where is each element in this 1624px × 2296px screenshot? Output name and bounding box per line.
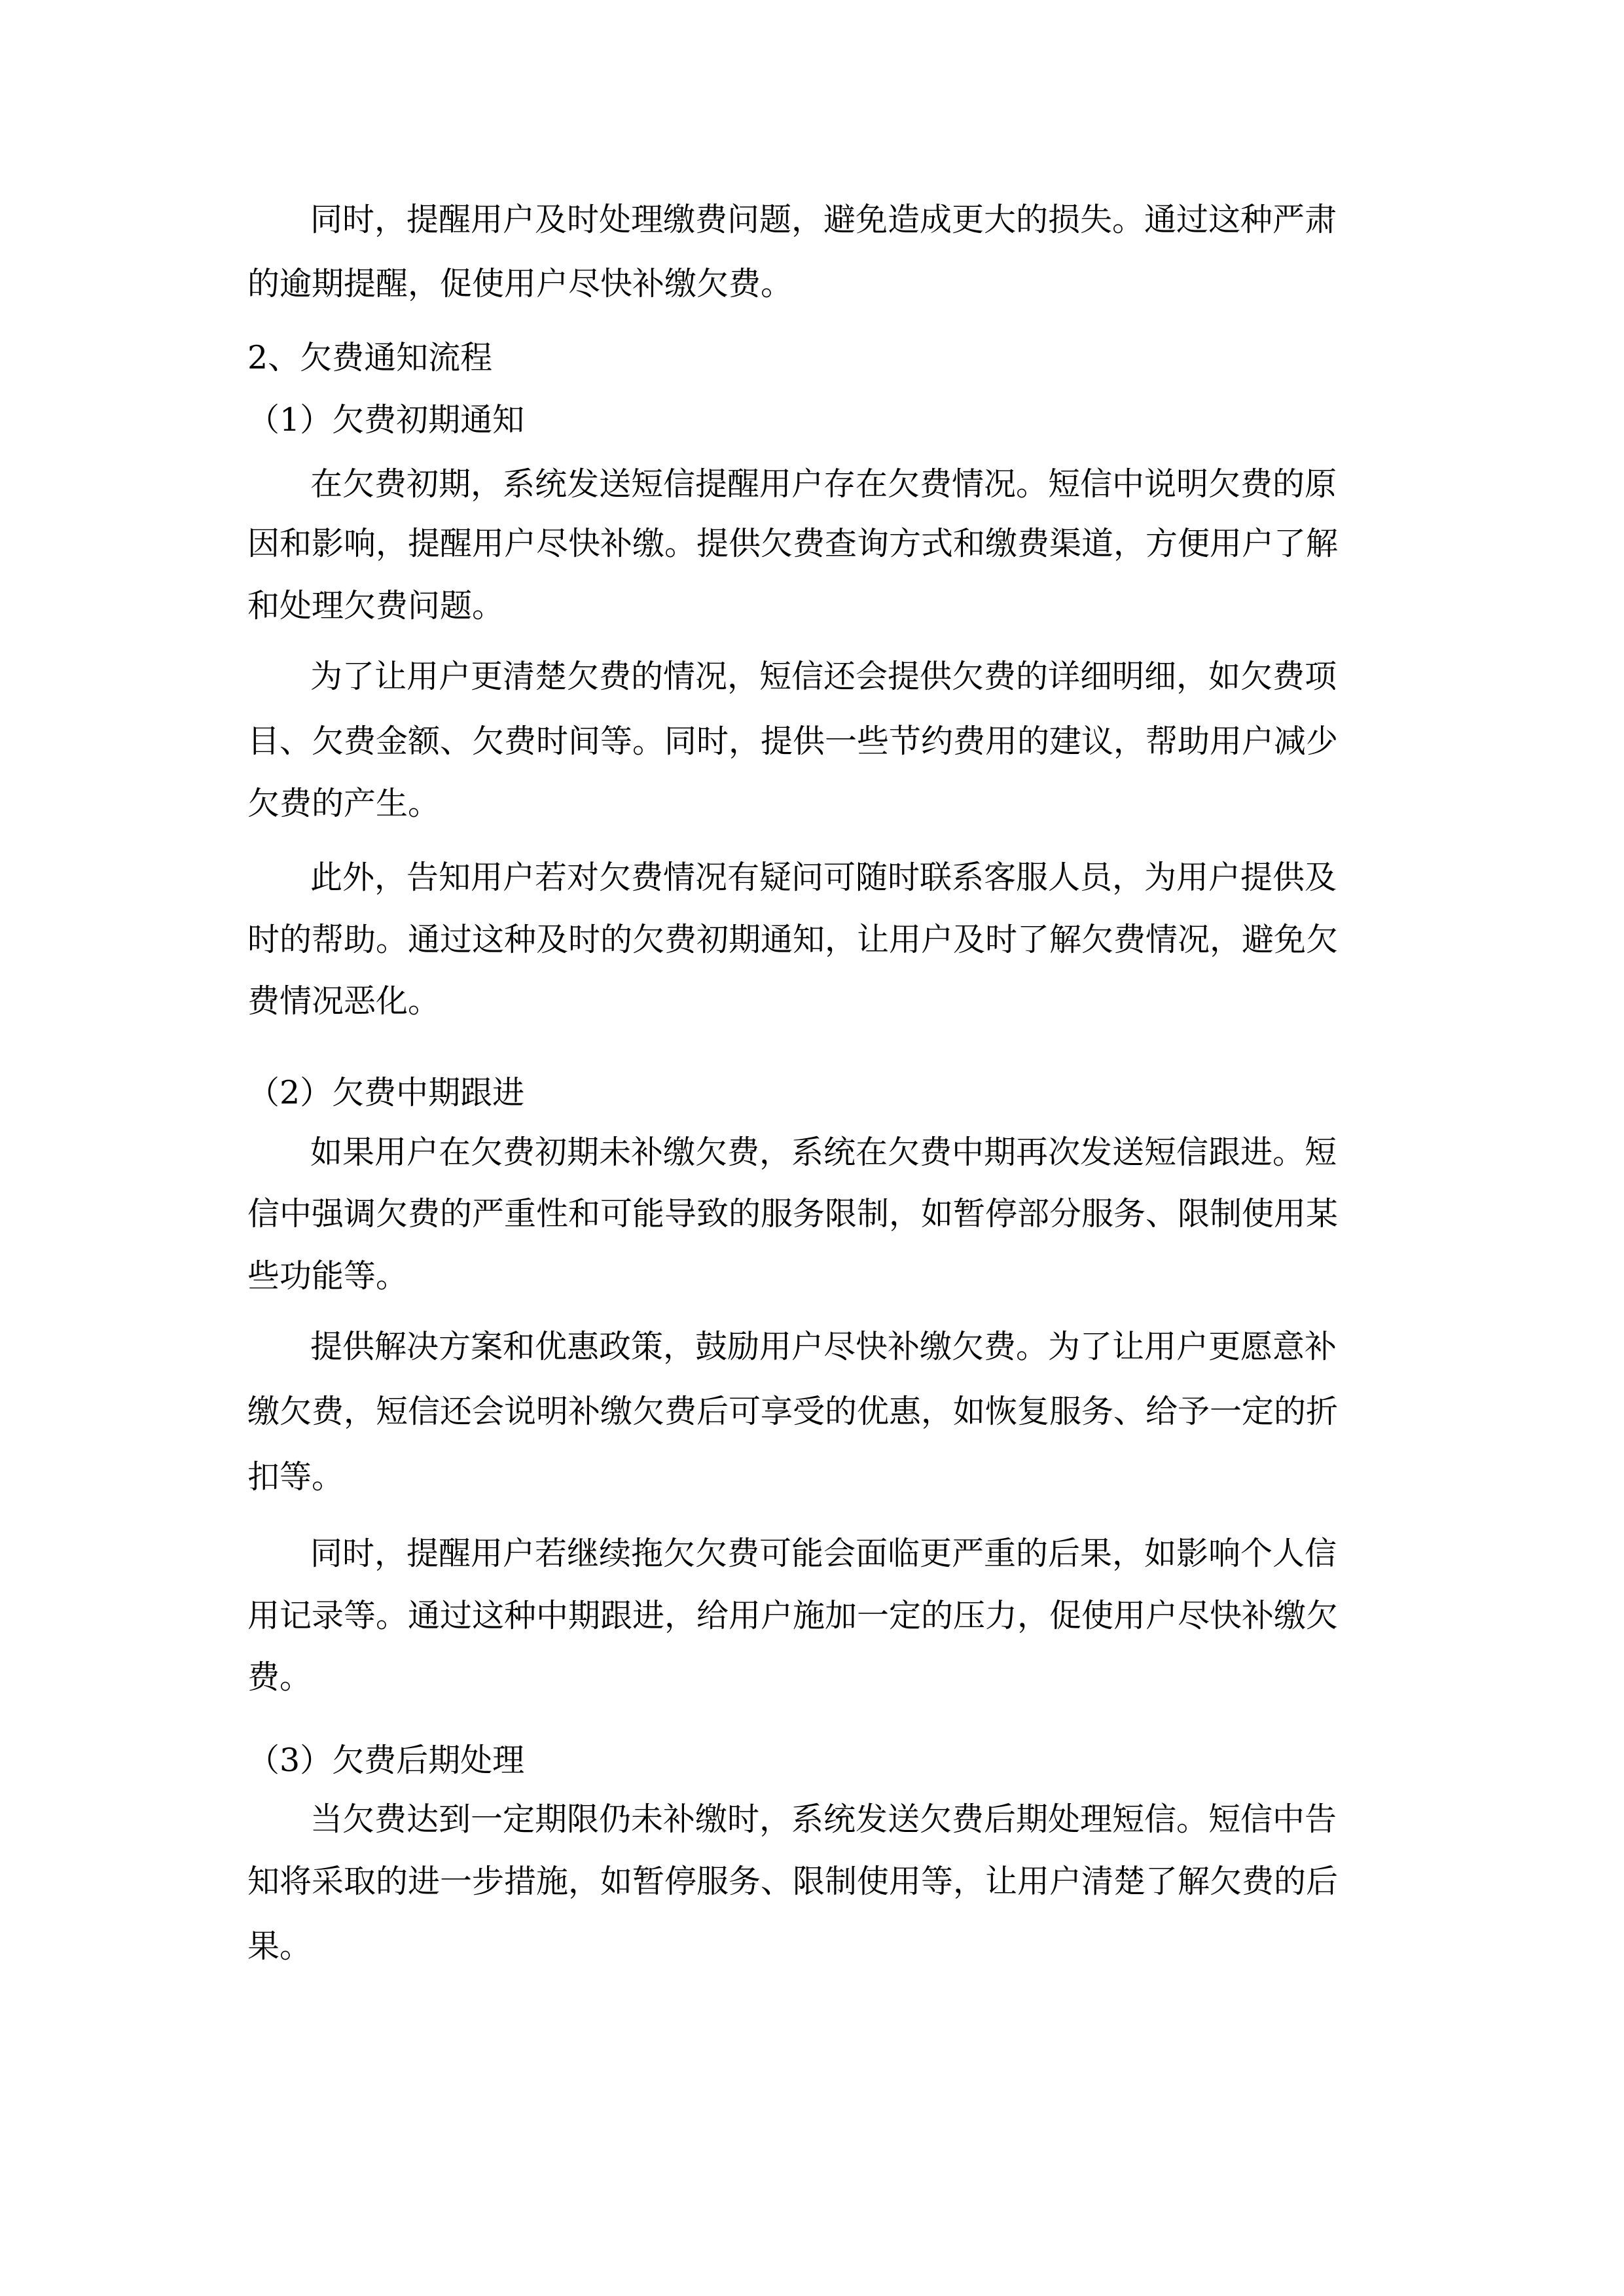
paragraph-line: 因和影响，提醒用户尽快补缴。提供欠费查询方式和缴费渠道，方便用户了解 <box>247 525 1339 562</box>
paragraph-line: 费。 <box>247 1659 312 1696</box>
paragraph-line: 缴欠费，短信还会说明补缴欠费后可享受的优惠，如恢复服务、给予一定的折 <box>247 1393 1339 1430</box>
paragraph-line: 在欠费初期，系统发送短信提醒用户存在欠费情况。短信中说明欠费的原 <box>310 465 1337 503</box>
paragraph-line: 欠费的产生。 <box>247 785 441 822</box>
paragraph-line: 提供解决方案和优惠政策，鼓励用户尽快补缴欠费。为了让用户更愿意补 <box>310 1328 1337 1365</box>
paragraph-line: 信中强调欠费的严重性和可能导致的服务限制，如暂停部分服务、限制使用某 <box>247 1195 1339 1232</box>
paragraph-line: 扣等。 <box>247 1458 344 1496</box>
paragraph-line: 知将采取的进一步措施，如暂停服务、限制使用等，让用户清楚了解欠费的后 <box>247 1863 1339 1900</box>
paragraph-line: 些功能等。 <box>247 1257 408 1295</box>
paragraph-line: 的逾期提醒，促使用户尽快补缴欠费。 <box>247 265 793 302</box>
paragraph-line: 当欠费达到一定期限仍未补缴时，系统发送欠费后期处理短信。短信中告 <box>310 1801 1337 1838</box>
subsection-heading: （3）欠费后期处理 <box>247 1742 525 1779</box>
paragraph-line: 如果用户在欠费初期未补缴欠费，系统在欠费中期再次发送短信跟进。短 <box>310 1134 1337 1171</box>
subsection-heading: （1）欠费初期通知 <box>247 401 525 439</box>
subsection-heading: （2）欠费中期跟进 <box>247 1074 525 1111</box>
paragraph-line: 费情况恶化。 <box>247 982 441 1020</box>
paragraph-line: 目、欠费金额、欠费时间等。同时，提供一些节约费用的建议，帮助用户减少 <box>247 723 1339 760</box>
section-heading: 2、欠费通知流程 <box>247 339 493 376</box>
paragraph-line: 同时，提醒用户及时处理缴费问题，避免造成更大的损失。通过这种严肃 <box>310 201 1337 238</box>
paragraph-line: 果。 <box>247 1928 312 1965</box>
paragraph-line: 同时，提醒用户若继续拖欠欠费可能会面临更严重的后果，如影响个人信 <box>310 1535 1337 1572</box>
paragraph-line: 和处理欠费问题。 <box>247 587 505 624</box>
paragraph-line: 用记录等。通过这种中期跟进，给用户施加一定的压力，促使用户尽快补缴欠 <box>247 1597 1339 1634</box>
paragraph-line: 时的帮助。通过这种及时的欠费初期通知，让用户及时了解欠费情况，避免欠 <box>247 921 1339 958</box>
paragraph-line: 为了让用户更清楚欠费的情况，短信还会提供欠费的详细明细，如欠费项 <box>310 658 1337 695</box>
paragraph-line: 此外，告知用户若对欠费情况有疑问可随时联系客服人员，为用户提供及 <box>310 859 1337 896</box>
